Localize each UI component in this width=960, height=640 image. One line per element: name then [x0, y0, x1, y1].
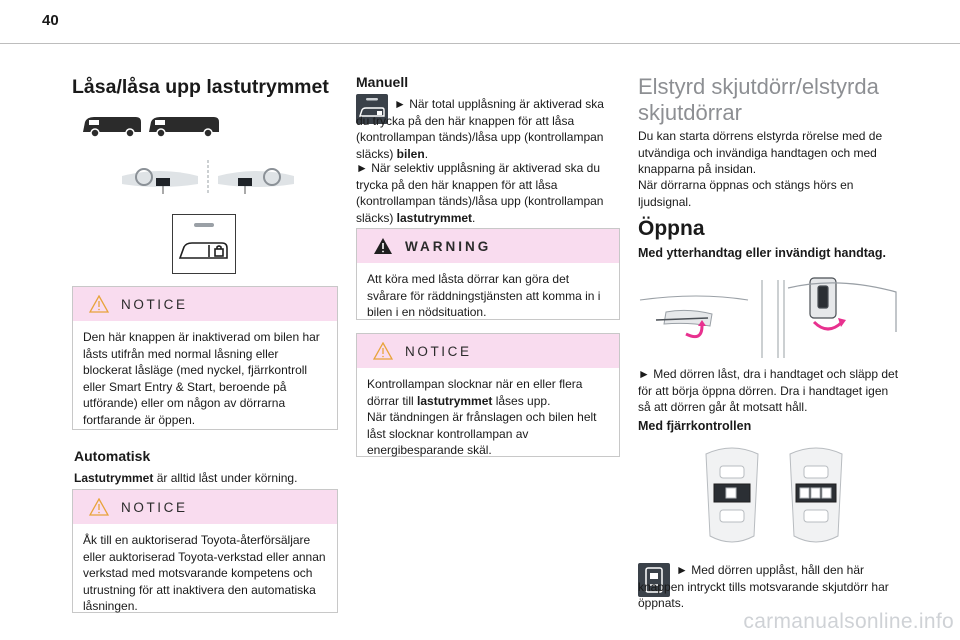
warning-box: [356, 228, 620, 320]
intro-paragraph-2: När dörrarna öppnas och stängs hörs en ljudsignal.: [638, 178, 854, 209]
intro-paragraph-1: Du kan starta dörrens elstyrda rörelse med de utvändiga och invändiga handtagen och med knapparna på insidan.: [638, 129, 883, 176]
notice-t1-bold: lastutrymmet: [417, 393, 493, 408]
remote-key-2: [790, 448, 842, 542]
dashboard-rhd-icon: [218, 169, 294, 194]
automatic-text-bold: Lastutrymmet: [74, 471, 154, 485]
open-heading: Öppna: [638, 217, 705, 240]
manual-paragraph-1: [356, 96, 620, 162]
notice-label: NOTICE: [121, 499, 188, 515]
section-title: Låsa/låsa upp lastutrymmet: [72, 76, 329, 98]
remote-heading: Med fjärrkontrollen: [638, 419, 752, 433]
manual-p1-end: .: [424, 146, 429, 161]
remote-text: ► Med dörren upplåst, håll den här knappen intryckt tills motsvarande skjutdörr har öppnats.: [638, 563, 889, 610]
section-title-sliding-door: Elstyrd skjutdörr/elstyrda skjutdörrar: [638, 74, 879, 125]
manual-p2-end: .: [472, 210, 476, 225]
notice-label: NOTICE: [121, 296, 188, 312]
manual-p1-bold: bilen: [396, 146, 425, 161]
notice-text: Åk till en auktoriserad Toyota-återförsäljare eller auktoriserad Toyota-verkstad eller annan verkstad med motsvarande kompetens och utrustning för att inaktivera den automatiska låsningen.: [83, 533, 326, 613]
notice-header: [357, 334, 619, 368]
warning-triangle-icon: [373, 237, 393, 255]
dashboard-lhd-icon: [122, 169, 198, 194]
notice-label: NOTICE: [405, 343, 472, 359]
notice-header: [73, 287, 337, 321]
automatic-text-rest: är alltid låst under körning.: [153, 471, 298, 485]
handle-text: ► Med dörren låst, dra i handtaget och släpp det för att börja öppna dörren. Dra i handtaget igen så att dörren går åt motsatt håll.: [638, 367, 899, 414]
remote-key-1: [706, 448, 758, 542]
outer-handle-drawing: [640, 280, 778, 358]
manual-p2-text: ► När selektiv upplåsning är aktiverad ska du trycka på den här knappen för att låsa (kontrollampan tänds)/låsa upp (kontrollampan släcks): [356, 161, 604, 225]
notice-box-2: [72, 489, 338, 613]
pull-arrow-icon: [814, 322, 842, 329]
cargo-lock-button-illustration: [172, 214, 236, 274]
manual-p2-bold: lastutrymmet: [396, 210, 473, 225]
warning-text: Att köra med låsta dörrar kan göra det svårare för räddningstjänsten att komma in i bilen i en nödsituation.: [367, 272, 601, 319]
notice-header: [73, 490, 337, 524]
pull-arrow-icon: [686, 326, 702, 337]
notice-t2: När tändningen är frånslagen och bilen helt låst slocknar kontrollampan av energibesparande skäl.: [367, 410, 597, 457]
automatic-heading: Automatisk: [74, 448, 151, 464]
manual-heading: Manuell: [356, 74, 409, 90]
handle-heading: Med ytterhandtag eller invändigt handtag.: [638, 246, 886, 260]
dashboard-icons: [120, 158, 296, 200]
door-handle-illustration: [638, 272, 900, 360]
warning-triangle-icon: [373, 342, 393, 360]
notice-text: Den här knappen är inaktiverad om bilen har låsts utifrån med normal låsning eller blockerat låsläge (med nyckel, fjärrkontroll eller Smart Entry & Start, beroende på utförande) eller om någon av dörrarna fortfarande är öppen.: [83, 330, 320, 427]
notice-text: [357, 368, 619, 465]
notice-box-3: [356, 333, 620, 457]
notice-t1-end: låses upp.: [492, 393, 551, 408]
manual-p1-text: ► När total upplåsning är aktiverad ska du trycka på den här knappen för att låsa (kontrollampan tänds)/låsa upp (kontrollampan släcks): [356, 97, 604, 161]
warning-triangle-icon: [89, 295, 109, 313]
warning-header: [357, 229, 619, 263]
header-rule: [0, 43, 960, 44]
notice-t1: Kontrollampan slocknar när en eller flera dörrar till: [367, 377, 583, 408]
notice-box-1: [72, 286, 338, 430]
van-icons: [80, 112, 220, 138]
watermark: carmanualsonline.info: [743, 610, 954, 633]
van-short-icon: [83, 117, 141, 137]
automatic-text: [74, 470, 340, 487]
van-long-icon: [149, 117, 219, 137]
warning-label: WARNING: [405, 238, 492, 254]
page-number: 40: [42, 12, 59, 29]
warning-triangle-icon: [89, 498, 109, 516]
manual-paragraph-2: [356, 160, 620, 226]
remote-keys-illustration: [696, 444, 856, 550]
